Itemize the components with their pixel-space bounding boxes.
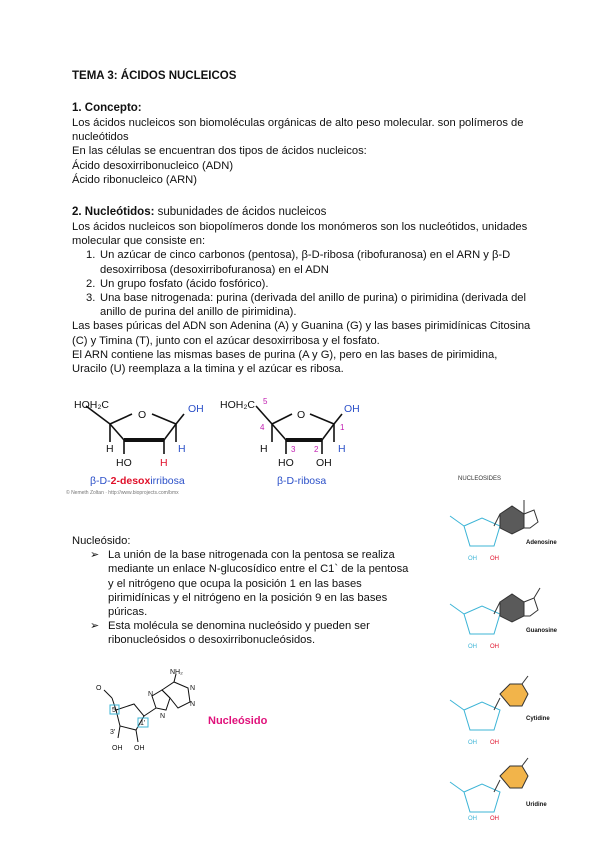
bullet-text: La unión de la base nitrogenada con la pentosa se realiza mediante un enlace N-glucosídico entre el C1` de la pentosa y el nitrógeno que ocupa la posición 1 en las bases pirimidínicas y el nitrógeno en la posición 9 en las bases púricas. [108,549,409,619]
nucleoside-name: Cytidine [526,716,550,722]
ribose-caption: β-D-ribosa [277,475,327,487]
n-label: N [160,713,166,720]
carbon-1-label: 1 [340,423,345,432]
nucleoside-section [72,534,412,648]
section-concepto-body [72,116,532,187]
figure-credit: © Nemeth Zoltan · http://www.bioprojects.com/bmx [66,490,179,496]
list-item [72,277,532,291]
oh-label: OH [490,740,499,746]
nucleoside-label: Nucleósido [208,715,268,727]
paragraph: Los ácidos nucleicos son biopolímeros donde los monómeros son los nucleótidos, unidades molecular que consiste en: [72,221,528,248]
nucleoside-bullets [72,548,412,647]
bullet-text: Esta molécula se denomina nucleósido y pueden ser ribonucleósidos o desoxirribonucleósidos. [108,620,370,647]
heading-subtitle: subunidades de ácidos nucleicos [157,206,327,218]
h-label: H [160,457,168,469]
hoh2c-label: HOH₂C [74,399,109,411]
oh-label: OH [468,556,477,562]
component-list [72,248,532,319]
caption-highlight: 2-desox [110,475,151,487]
oh-label: OH [468,816,477,820]
carbon-5-label: 5 [112,707,116,714]
sugar-structures-figure [60,390,370,500]
h-label: H [106,443,114,455]
adenosine-structure [450,500,557,562]
carbon-3-label: 3' [110,729,116,736]
oh-label: OH [188,403,204,415]
hoh2c-label: HOH₂C [220,399,255,411]
paragraph: El ARN contiene las mismas bases de purina (A y G), pero en las bases de pirimidina, Uracilo (U) reemplaza a la timina y el azúcar es ribosa. [72,348,498,376]
list-item [72,291,532,319]
h-label: H [260,443,268,455]
carbon-4-label: 4 [260,423,265,432]
list-text: Una base nitrogenada: purina (derivada del anillo de purina) o pirimidina (derivada del anillo de purina del anillo de pirimidina). [100,292,527,319]
n-label: N [148,691,154,698]
panel-header: NUCLEOSIDES [458,476,502,482]
carbon-5-label: 5 [263,397,268,406]
nh2-label: NH₂ [170,669,183,676]
caption-suffix: irribosa [150,475,185,487]
ho-label: HO [278,457,294,469]
deoxyribose-structure [86,406,184,454]
uridine-structure [450,758,547,820]
arrow-bullet-icon: ➢ [90,620,100,633]
list-item [72,248,532,276]
h-label: H [338,443,346,455]
paragraph: Ácido ribonucleico (ARN) [72,173,197,186]
paragraph: En las células se encuentran dos tipos de ácidos nucleicos: [72,145,367,158]
nucleoside-name: Adenosine [526,540,557,546]
oh-label: OH [134,745,145,752]
oh-label: OH [490,816,499,820]
nucleoside-name: Guanosine [526,628,558,634]
oh-label: OH [468,644,477,650]
section-heading-concepto: 1. Concepto: [72,102,142,114]
paragraph: Los ácidos nucleicos son biomoléculas orgánicas de alto peso molecular. son polímeros de nucleótidos [72,117,524,144]
oh-label: OH [490,556,499,562]
paragraph: Las bases púricas del ADN son Adenina (A) y Guanina (G) y las bases pirimidínicas Citosina (C) y Timina (T), junto con el azúcar desoxirribosa y el fosfato. [72,320,531,347]
caption-prefix: β-D- [90,475,111,487]
list-number: 1. [86,249,96,262]
heading-bold: 2. Nucleótidos: [72,206,155,218]
list-number: 2. [86,277,96,290]
ring-oxygen-label: O [138,409,147,421]
n-label: N [190,685,196,692]
arrow-bullet-icon: ➢ [90,549,100,562]
list-number: 3. [86,292,96,305]
document-title: TEMA 3: ÁCIDOS NUCLEICOS [72,70,237,82]
bullet-item [72,548,412,619]
nucleoside-name: Uridine [526,802,547,808]
oh-label: OH [490,644,499,650]
list-text: Un grupo fosfato (ácido fosfórico). [100,277,269,290]
paragraph: Ácido desoxirribonucleico (ADN) [72,159,234,172]
bullet-item [72,619,412,647]
deoxyribose-caption [90,475,185,487]
section-nucleotidos-body [72,220,532,376]
oh-label: OH [112,745,123,752]
cytidine-structure [450,676,550,746]
oh-label: OH [468,740,477,746]
section-heading-nucleotidos [72,206,326,218]
carbon-1-label: 1' [140,720,146,727]
carbon-3-label: 3 [291,445,296,454]
list-text: Un azúcar de cinco carbonos (pentosa), β-D-ribosa (ribofuranosa) en el ARN y β-D desoxirribosa (desoxirribofuranosa) en el ADN [100,249,511,276]
h-label: H [178,443,186,455]
guanosine-structure [450,588,558,650]
oh-label: OH [316,457,332,469]
ring-oxygen-label: O [297,409,306,421]
nucleosides-panel [430,470,570,820]
carbon-2-label: 2 [314,445,319,454]
oh-label: OH [344,403,360,415]
nucleoside-figure [90,666,330,756]
o-label: O [96,685,102,692]
section-heading-nucleosido: Nucleósido: [72,535,131,547]
n-label: N [190,701,196,708]
ho-label: HO [116,457,132,469]
